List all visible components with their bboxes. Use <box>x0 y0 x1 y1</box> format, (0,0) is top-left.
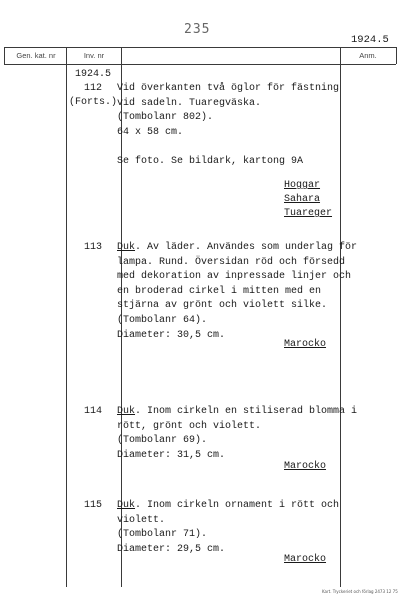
entry-115-title: Duk <box>117 500 136 511</box>
entry-112-place-2: Sahara <box>284 194 321 205</box>
column-header-anm: Anm. <box>359 51 377 60</box>
header-bottom-rule <box>4 64 396 65</box>
entry-114-description: Duk. Inom cirkeln en stiliserad blomma i rött, grönt och violett. (Tombolanr 69). Diameter: 31,5 cm. <box>117 406 358 461</box>
inv-number-112: 1924.5 112 (Forts.) <box>68 69 117 108</box>
entry-112-place-1: Hoggar <box>284 180 321 191</box>
header-top-rule <box>4 47 396 48</box>
entry-112-description: Vid överkanten två öglor för fästning vid sadeln. Tuaregväska. (Tombolanr 802). 64 x 58 cm. Se foto. Se bildark, kartong 9A <box>117 83 340 167</box>
entry-112-place-3: Tuareger <box>284 208 333 219</box>
header-left-border <box>4 47 5 64</box>
inv-number-115: 115 <box>83 500 102 511</box>
header-right-border <box>396 47 397 64</box>
entry-115-description: Duk. Inom cirkeln ornament i rött och violett. (Tombolanr 71). Diameter: 29,5 cm. <box>117 500 340 555</box>
entry-114-place: Marocko <box>284 461 327 472</box>
entry-113-place: Marocko <box>284 339 327 350</box>
page-number: 235 <box>184 22 211 37</box>
column-header-gen-kat-nr: Gen. kat. nr <box>16 51 56 60</box>
entry-115-place: Marocko <box>284 554 327 565</box>
entry-114-title: Duk <box>117 406 136 417</box>
column-header-inv-nr: Inv. nr <box>83 51 105 60</box>
entry-113-title: Duk <box>117 242 136 253</box>
inv-number-114: 114 <box>83 406 102 417</box>
column-divider-1 <box>66 47 67 587</box>
accession-year: 1924.5 <box>351 34 389 46</box>
inv-number-113: 113 <box>83 242 102 253</box>
printer-stamp: Kart. Tryckeriet och förlag 2473 12 75 <box>322 589 398 594</box>
entry-113-description: Duk. Av läder. Användes som underlag för lampa. Rund. Översidan röd och försedd med dekoration av inpressade linjer och en broderad cirkel i mitten med en stjärna av grönt och violett silke. (Tombolanr 64). Diameter: 30,5 cm. <box>117 242 358 341</box>
